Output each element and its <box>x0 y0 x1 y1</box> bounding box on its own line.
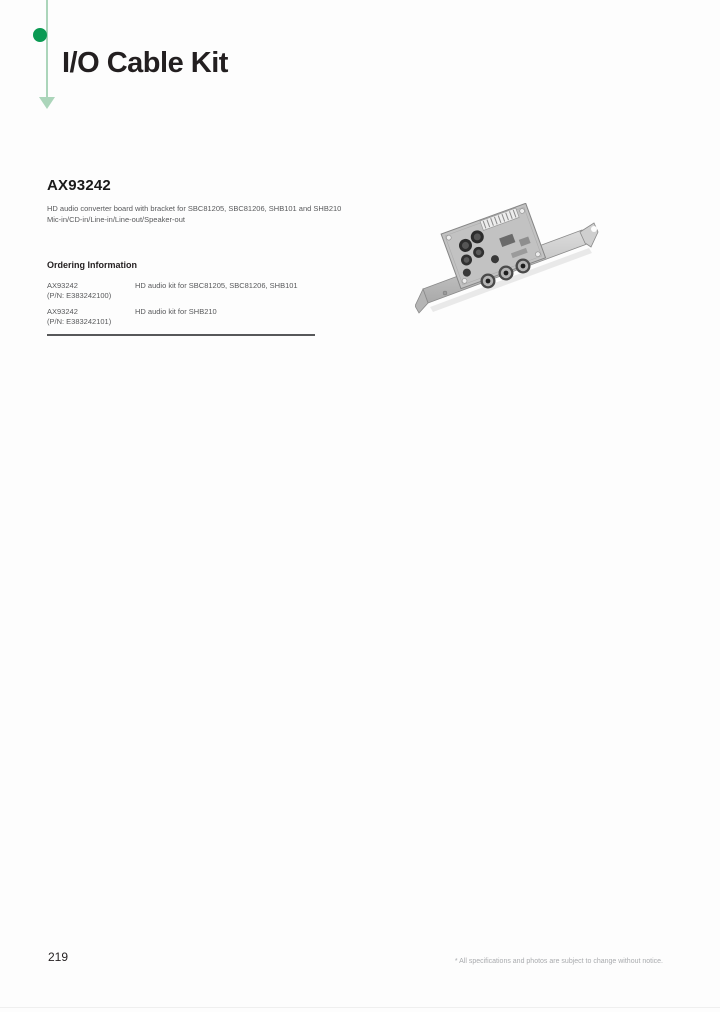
ordering-model: AX93242 <box>47 307 78 316</box>
ordering-description: HD audio kit for SHB210 <box>135 307 217 316</box>
ordering-part-number: (P/N: E383242101) <box>47 317 112 326</box>
ordering-information-heading: Ordering Information <box>47 260 137 270</box>
accent-vertical-line <box>46 0 48 97</box>
page-number: 219 <box>48 950 69 964</box>
page-bottom-edge <box>0 1007 720 1008</box>
ordering-model-cell <box>47 307 135 327</box>
ordering-description: HD audio kit for SBC81205, SBC81206, SHB101 <box>135 281 298 290</box>
ordering-table <box>47 281 315 336</box>
ordering-information-section <box>47 260 315 336</box>
ordering-model: AX93242 <box>47 281 78 290</box>
ordering-table-row <box>47 281 315 301</box>
product-description-line1: HD audio converter board with bracket for SBC81205, SBC81206, SHB101 and SHB210 <box>47 204 342 213</box>
ordering-table-row <box>47 307 315 327</box>
footnote-disclaimer: * All specifications and photos are subject to change without notice. <box>454 958 663 965</box>
page-title: I/O Cable Kit <box>62 47 228 79</box>
accent-arrow-down-icon <box>39 97 55 109</box>
product-model-heading: AX93242 <box>47 177 111 194</box>
hd-audio-converter-board-with-pci-bracket-photo <box>415 203 600 318</box>
accent-bullet-ring-icon <box>33 28 47 42</box>
ordering-model-cell <box>47 281 135 301</box>
product-description-line2: Mic-in/CD-in/Line-in/Line-out/Speaker-out <box>47 215 185 224</box>
product-section <box>47 177 377 225</box>
product-photo <box>415 203 600 318</box>
ordering-part-number: (P/N: E383242100) <box>47 291 112 300</box>
